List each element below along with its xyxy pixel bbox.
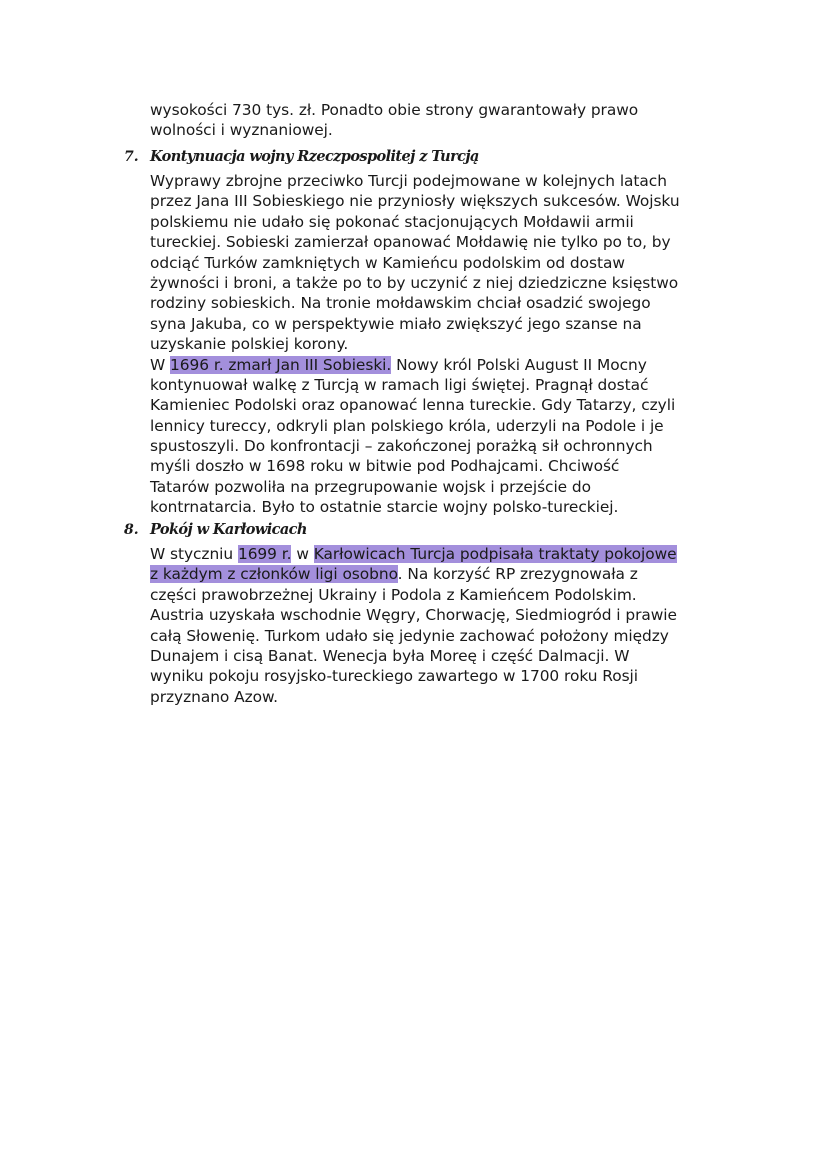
text-line: Kamieniec Podolski oraz opanować lenna tureckie. Gdy Tatarzy, czyli: [150, 396, 676, 415]
text-line: Dunajem i cisą Banat. Wenecja była Moreę i część Dalmacji. W: [150, 646, 630, 665]
text-line: całą Słowenię. Turkom udało się jedynie zachować położony między: [150, 626, 669, 645]
text-run: Nowy król Polski August II Mocny: [391, 355, 647, 374]
text-line: [150, 544, 750, 564]
text-line: uzyskanie polskiej korony.: [150, 335, 349, 354]
text-line: [150, 355, 750, 375]
text-line: Wyprawy zbrojne przeciwko Turcji podejmowane w kolejnych latach: [150, 172, 667, 190]
section-8-heading: [124, 518, 307, 542]
section-8-paragraph: [150, 544, 750, 707]
text-line: przez Jana III Sobieskiego nie przyniosły większych sukcesów. Wojsku: [150, 192, 680, 211]
section-title: Kontynuacja wojny Rzeczpospolitej z Turcją: [150, 148, 479, 165]
text-line: kontynuował walkę z Turcją w ramach ligi świętej. Pragnął dostać: [150, 375, 649, 394]
highlighted-text: z każdym z członków ligi osobno: [150, 565, 398, 584]
section-7-heading: [124, 145, 479, 169]
text-line: kontrnatarcia. Było to ostatnie starcie wojny polsko-tureckiej.: [150, 498, 619, 517]
text-line: przyznano Azow.: [150, 687, 278, 706]
highlighted-text: 1699 r.: [237, 545, 292, 563]
text-line: rodziny sobieskich. Na tronie mołdawskim chciał osadzić swojego: [150, 294, 651, 313]
highlighted-text: Karłowicach Turcja podpisała traktaty pokojowe: [313, 545, 677, 563]
text-line: odciąć Turków zamkniętych w Kamieńcu podolskim od dostaw: [150, 253, 625, 272]
text-line: wolności i wyznaniowej.: [150, 121, 333, 140]
text-line: wysokości 730 tys. zł. Ponadto obie strony gwarantowały prawo: [150, 101, 639, 119]
section-number: 7.: [124, 149, 139, 165]
text-line: [150, 564, 750, 584]
text-line: spustoszyli. Do konfrontacji – zakończonej porażką sił ochronnych: [150, 437, 653, 456]
text-run: W: [150, 355, 171, 374]
section-number: 8.: [124, 522, 139, 538]
text-line: części prawobrzeżnej Ukrainy i Podola z Kamieńcem Podolskim.: [150, 585, 637, 604]
text-line: polskiemu nie udało się pokonać stacjonujących Mołdawii armii: [150, 212, 634, 231]
intro-paragraph: [150, 100, 750, 141]
text-line: syna Jakuba, co w perspektywie miało zwiększyć jego szanse na: [150, 314, 642, 333]
section-title: Pokój w Karłowicach: [150, 521, 307, 538]
text-line: Tatarów pozwoliła na przegrupowanie wojsk i przejście do: [150, 477, 592, 496]
text-run: w: [291, 545, 314, 563]
text-line: Austria uzyskała wschodnie Węgry, Chorwację, Siedmiogród i prawie: [150, 606, 677, 625]
text-line: wyniku pokoju rosyjsko-tureckiego zawartego w 1700 roku Rosji: [150, 667, 638, 686]
section-7-paragraph-1: [150, 171, 750, 518]
text-run: W styczniu: [150, 545, 238, 563]
highlighted-text: 1696 r. zmarł Jan III Sobieski.: [170, 355, 392, 374]
text-run: . Na korzyść RP zrezygnowała z: [397, 565, 638, 584]
text-line: tureckiej. Sobieski zamierzał opanować Mołdawię nie tylko po to, by: [150, 233, 671, 252]
text-line: żywności i broni, a także po to by uczynić z niej dziedziczne księstwo: [150, 273, 679, 292]
text-line: lennicy tureccy, odkryli plan polskiego króla, uderzyli na Podole i je: [150, 416, 664, 435]
text-line: myśli doszło w 1698 roku w bitwie pod Podhajcami. Chciwość: [150, 457, 620, 476]
